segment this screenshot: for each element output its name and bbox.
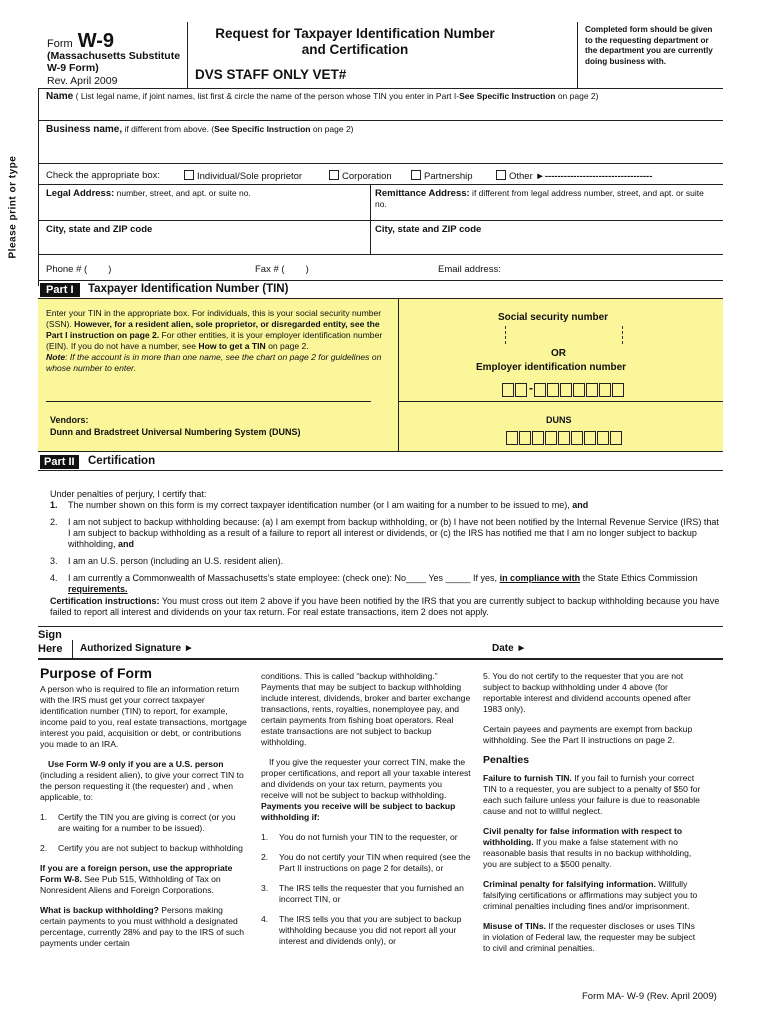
side-rule: [38, 88, 39, 286]
sign-bottom-rule: [38, 658, 723, 660]
duns-label: DUNS: [546, 415, 572, 425]
footer-form-id: Form MA- W-9 (Rev. April 2009): [582, 991, 717, 1002]
form-word: Form: [47, 38, 73, 50]
part1-divider: [398, 299, 399, 451]
business-label: Business name,: [46, 124, 123, 135]
entity-checkbox-row: [46, 170, 726, 181]
form-number: W-9: [77, 30, 114, 52]
part1-inner-rule: [46, 401, 371, 402]
name-hint: ( List legal name, if joint names, list first & circle the name of the person whose TIN you enter in Part I-: [75, 91, 460, 101]
authorized-signature-field[interactable]: Authorized Signature ►: [80, 643, 194, 654]
ein-input[interactable]: -: [502, 381, 625, 397]
business-field[interactable]: [46, 124, 354, 135]
part1-right-rule: [398, 401, 723, 402]
duns-description: Dunn and Bradstreet Universal Numbering System (DUNS): [50, 427, 301, 437]
part2-rule: [38, 470, 723, 471]
cert-intro: Under penalties of perjury, I certify that:: [50, 489, 207, 499]
city-state-zip-left[interactable]: City, state and ZIP code: [46, 224, 153, 235]
penalty-criminal: Criminal penalty for falsifying information. Willfully falsifying certifications or affirmations may subject you to criminal penalties including fines and/or imprisonment.: [483, 879, 698, 911]
email-field[interactable]: Email address:: [438, 264, 501, 275]
form-subtitle: (Massachusetts Substitute W-9 Form): [47, 50, 181, 74]
col2-li-2: 2. You do not certify your TIN when required (see the Part II instructions on page 2 for details), or: [261, 852, 471, 873]
penalty-civil: Civil penalty for false information with respect to withholding. If you make a false statement with no reasonable basis that results in no backup withholding, you are subject to a $500 penalty.: [483, 826, 692, 869]
legal-address-field[interactable]: Legal Address: number, street, and apt. or suite no.: [46, 188, 251, 199]
phone-field[interactable]: Phone # ( ): [46, 264, 112, 275]
part1-bottom-rule: [38, 451, 723, 452]
ein-label: Employer identification number: [476, 362, 627, 373]
form-revision: Rev. April 2009: [47, 75, 118, 87]
form-title: Request for Taxpayer Identification Number and Certification: [215, 26, 495, 57]
purpose-li-2: 2. Certify you are not subject to backup withholding: [40, 843, 243, 853]
penalties-column: [483, 671, 703, 963]
header-divider-right: [577, 22, 578, 88]
rule-2: [38, 163, 723, 164]
cert-item-3: 3. I am an U.S. person (including an U.S. resident alien).: [50, 556, 284, 566]
col2-p1: conditions. This is called “backup withholding.” Payments that may be subject to backup withholding include interest, dividends, broker and barter exchange transactions, rents, royalties, nonemployee pay, and certain payments from fishing boat operators. Real estate transactions are not subject to backup withholding.: [261, 671, 471, 747]
cert-instructions: Certification instructions: You must cross out item 2 above if you have been notified by the IRS that you are currently subject to backup withholding because you have failed to report all interest and dividends on your tax return. For real estate transactions, item 2 does not apply.: [50, 596, 720, 617]
address-divider: [370, 184, 371, 254]
penalty-misuse: Misuse of TINs. If the requester discloses or uses TINs in violation of Federal law, the requester may be subject to civil and criminal penalties.: [483, 921, 696, 953]
col3-li-5: 5. You do not certify to the requester that you are not subject to backup withholding under 4 above (for reportable interest and dividend accounts opened after 1983 only).: [483, 671, 691, 714]
name-field[interactable]: [46, 91, 598, 102]
business-hint-end: on page 2): [310, 124, 354, 134]
purpose-p2: Use Form W-9 only if you are a U.S. person (including a resident alien), to give your correct TIN to the person requesting it (the requester) and , when applicable, to:: [40, 759, 244, 802]
checkbox-partnership[interactable]: Partnership: [411, 170, 473, 182]
purpose-heading: Purpose of Form: [40, 665, 153, 681]
name-label: Name: [46, 91, 74, 102]
part2-tag: Part II: [40, 455, 79, 469]
rule-4: [38, 220, 723, 221]
penalty-failure-to-furnish: Failure to furnish TIN. If you fail to furnish your correct TIN to a requester, you are subject to a penalty of $50 for each such failure unless your failure is due to reasonable cause and not to willful neglect.: [483, 773, 701, 816]
side-label: Please print or type: [7, 155, 19, 259]
rule-3: [38, 184, 723, 185]
part1-title: Taxpayer Identification Number (TIN): [88, 283, 289, 295]
remittance-address-field[interactable]: Remittance Address: if different from legal address number, street, and apt. or suite no.: [375, 188, 704, 209]
checkbox-individual[interactable]: Individual/Sole proprietor: [184, 170, 302, 182]
ssn-label: Social security number: [498, 312, 609, 323]
col2-li-4: 4. The IRS tells you that you are subject to backup withholding because you did not report all your interest and dividends only), or: [261, 914, 462, 946]
duns-input[interactable]: [506, 431, 623, 445]
checkbox-prompt: Check the appropriate box:: [46, 170, 161, 181]
sign-label: Sign Here: [38, 629, 63, 655]
part1-instructions: Enter your TIN in the appropriate box. For individuals, this is your social security number (SSN). However, for a resident alien, sole proprietor, or disregarded entity, see the Part I instruction on page 2. For other entities, it is your employer identification number (EIN). If you do not have a number, see How to get a TIN on page 2. Note: If the account is in more than one name, see the chart on page 2 for guidelines on whose number to enter.: [46, 308, 383, 373]
name-hint-end: on page 2): [555, 91, 599, 101]
col2-li-3: 3. The IRS tells the requester that you furnished an incorrect TIN, or: [261, 883, 464, 904]
purpose-li-1: 1. Certify the TIN you are giving is correct (or you are waiting for a number to be issued).: [40, 812, 236, 833]
name-hint-bold: See Specific Instruction: [459, 91, 556, 101]
vendors-label: Vendors:: [50, 415, 89, 425]
part1-tag: Part I: [40, 283, 80, 297]
purpose-p1: A person who is required to file an information return with the IRS must get your correct taxpayer identification number (TIN) to report, for example, income paid to you, real estate transactions, mortgage interest you paid, acquisition or debt, or contributions you made to an IRA.: [40, 684, 247, 749]
col3-p1: Certain payees and payments are exempt from backup withholding. See the Part II instructions on page 2.: [483, 724, 693, 745]
purpose-column: [40, 664, 250, 958]
ssn-input[interactable]: [505, 326, 623, 344]
header-divider-left: [187, 22, 188, 88]
date-field[interactable]: Date ►: [492, 643, 527, 654]
cert-item-1: 1. The number shown on this form is my correct taxpayer identification number (or I am waiting for a number to be issued to me), and: [50, 500, 589, 510]
col2-li-1: 1. You do not furnish your TIN to the requester, or: [261, 832, 458, 842]
part2-title: Certification: [88, 455, 156, 467]
staff-only-label: DVS STAFF ONLY VET#: [195, 67, 347, 82]
city-state-zip-right[interactable]: City, state and ZIP code: [375, 224, 482, 235]
sign-top-rule: [38, 626, 723, 627]
cert-item-2: 2. I am not subject to backup withholding because: (a) I am exempt from backup withholding, or (b) I have not been notified by the Internal Revenue Service (IRS) that I am subject to backup withholding as a result of a failure to report all interest or dividends, or (c) the IRS has notified me that I am no longer subject to backup withholding, and: [50, 517, 719, 549]
cert-item-4: 4. I am currently a Commonwealth of Massachusetts’s state employee: (check one): No____ Yes _____ If yes, in compliance with the State Ethics Commission requirements.: [50, 573, 698, 594]
checkbox-other[interactable]: Other ►----------------------------------: [496, 170, 652, 182]
backup-column: [261, 671, 471, 956]
checkbox-corporation[interactable]: Corporation: [329, 170, 392, 182]
business-hint-bold: See Specific Instruction: [214, 124, 311, 134]
or-label: OR: [551, 348, 566, 359]
rule-6: [38, 280, 723, 281]
fax-field[interactable]: Fax # ( ): [255, 264, 309, 275]
header-bottom-rule: [38, 88, 723, 89]
rule-5: [38, 254, 723, 255]
business-hint: if different from above. (: [122, 124, 215, 134]
rule-1: [38, 120, 723, 121]
purpose-p4: What is backup withholding? Persons making certain payments to you must withhold a designated percentage, currently 28% and pay to the IRS of such payments under certain: [40, 905, 244, 948]
penalties-heading: Penalties: [483, 754, 530, 766]
col2-p2: If you give the requester your correct TIN, make the proper certifications, and report all your taxable interest and dividends on your tax return, payments you receive will not be subject to backup withholding. Payments you receive will be subject to backup withholding if:: [261, 757, 471, 822]
header-note: Completed form should be given to the requesting department or the department you are currently doing business with.: [585, 25, 713, 66]
certification-body: [50, 489, 720, 618]
purpose-p3: If you are a foreign person, use the appropriate Form W-8. See Pub 515, Withholding of Tax on Nonresident Aliens and Foreign Corporations.: [40, 863, 233, 895]
sign-divider: [72, 640, 73, 658]
